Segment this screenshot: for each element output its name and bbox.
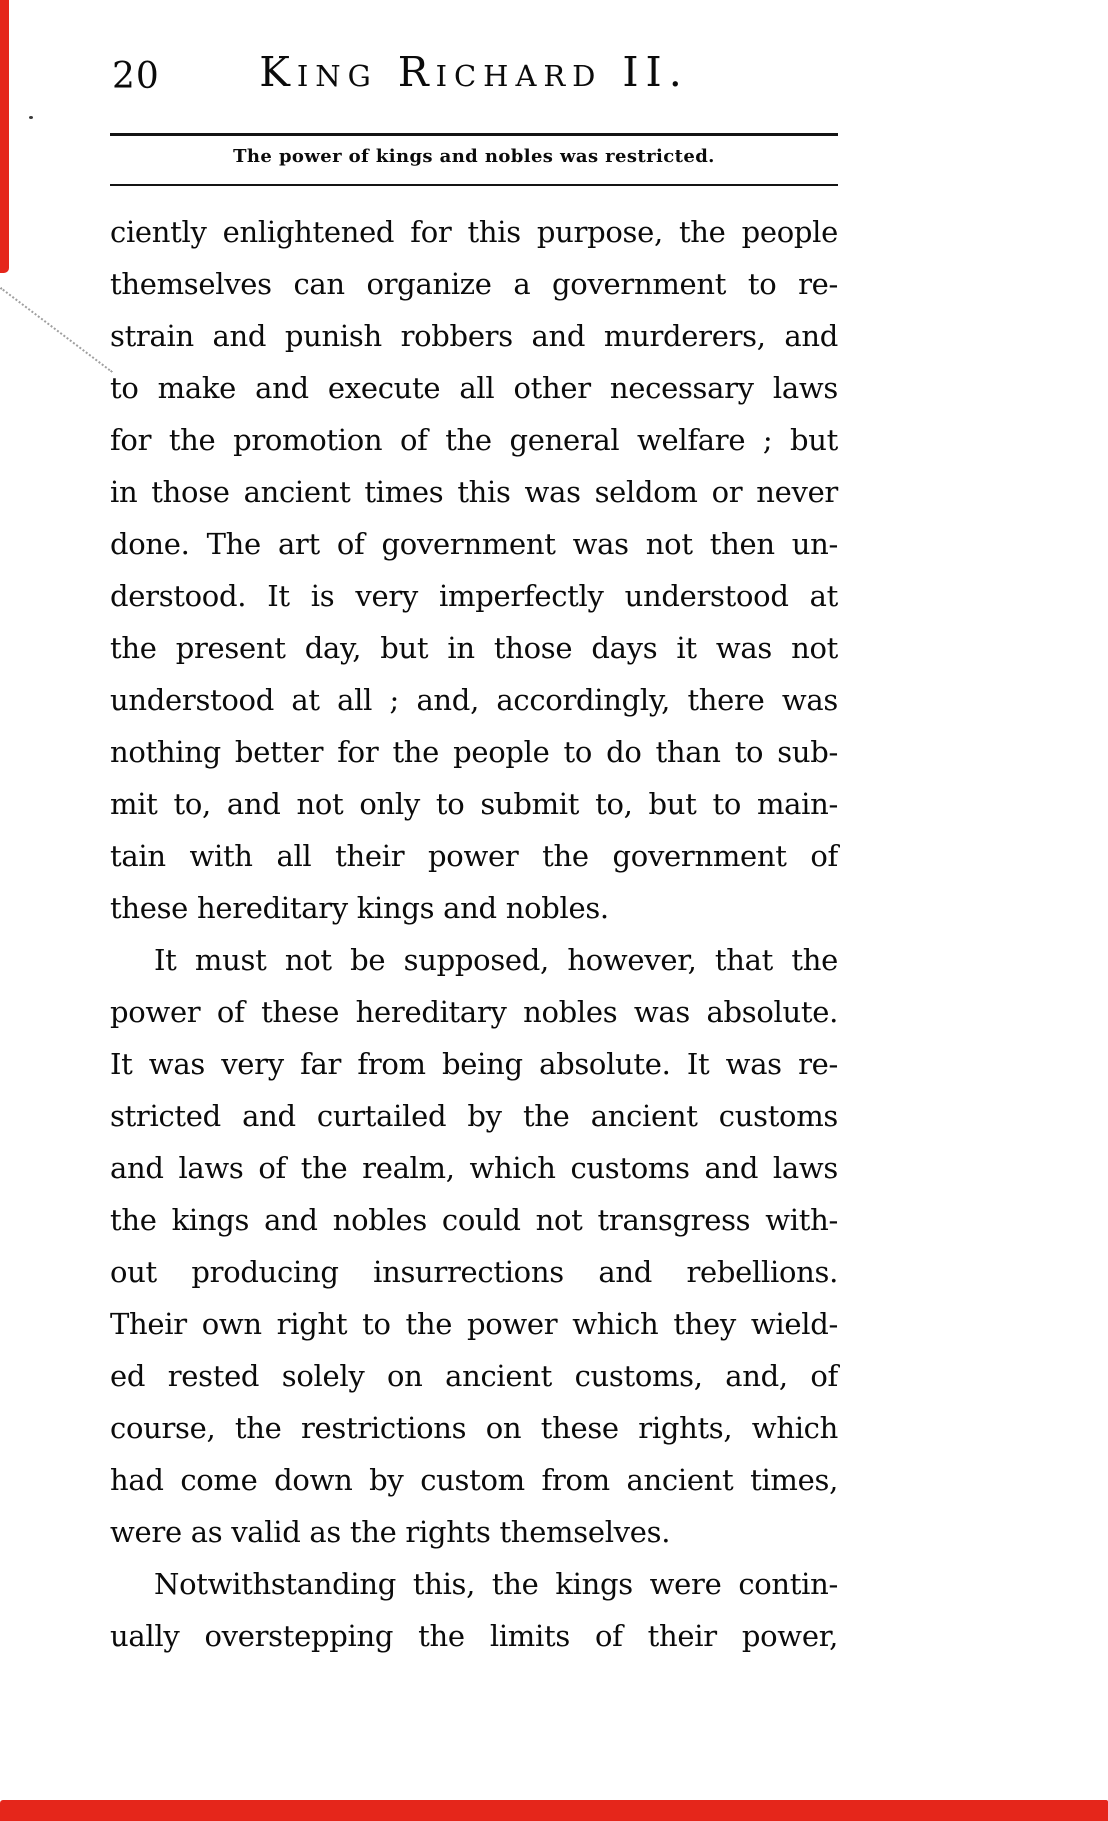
header-rule-bottom (110, 184, 838, 186)
text-line: course, the restrictions on these rights, which (110, 1411, 838, 1445)
text-line: done. The art of government was not then un- (110, 527, 838, 561)
text-line: derstood. It is very imperfectly understood at (110, 579, 838, 613)
red-page-edge-left (0, 0, 9, 273)
text-line: mit to, and not only to submit to, but to main- (110, 787, 838, 821)
text-line: ed rested solely on ancient customs, and, of (110, 1359, 838, 1393)
text-line: nothing better for the people to do than to sub- (110, 735, 838, 769)
header-rule-top (110, 133, 838, 136)
text-line: had come down by custom from ancient times, (110, 1463, 838, 1497)
text-line: the present day, but in those days it was not (110, 631, 838, 665)
text-line: It must not be supposed, however, that the (154, 943, 838, 977)
running-head-summary: The power of kings and nobles was restricted. (233, 146, 715, 167)
text-line: these hereditary kings and nobles. (110, 891, 609, 925)
text-line: power of these hereditary nobles was absolute. (110, 995, 838, 1029)
page-number: 20 (112, 56, 160, 97)
text-line: and laws of the realm, which customs and laws (110, 1151, 838, 1185)
text-line: the kings and nobles could not transgress with- (110, 1203, 838, 1237)
body-text-column (110, 206, 838, 1662)
text-line: Notwithstanding this, the kings were contin- (154, 1567, 838, 1601)
text-line: for the promotion of the general welfare ; but (110, 423, 838, 457)
text-line: out producing insurrections and rebellions. (110, 1255, 838, 1289)
text-line: stricted and curtailed by the ancient customs (110, 1099, 838, 1133)
text-line: tain with all their power the government of (110, 839, 838, 873)
text-line: Their own right to the power which they wield- (110, 1307, 838, 1341)
text-line: in those ancient times this was seldom or never (110, 475, 838, 509)
scan-scratch-line (0, 287, 113, 373)
text-line: themselves can organize a government to re- (110, 267, 838, 301)
chapter-running-title: King Richard II. (259, 48, 689, 96)
text-line: strain and punish robbers and murderers, and (110, 319, 838, 353)
ink-speck (29, 116, 33, 119)
text-line: understood at all ; and, accordingly, there was (110, 683, 838, 717)
text-line: were as valid as the rights themselves. (110, 1515, 671, 1549)
text-line: It was very far from being absolute. It was re- (110, 1047, 838, 1081)
text-line: ually overstepping the limits of their power, (110, 1619, 838, 1653)
red-page-edge-bottom (0, 1800, 1108, 1821)
text-line: to make and execute all other necessary laws (110, 371, 838, 405)
text-line: ciently enlightened for this purpose, the people (110, 215, 838, 249)
